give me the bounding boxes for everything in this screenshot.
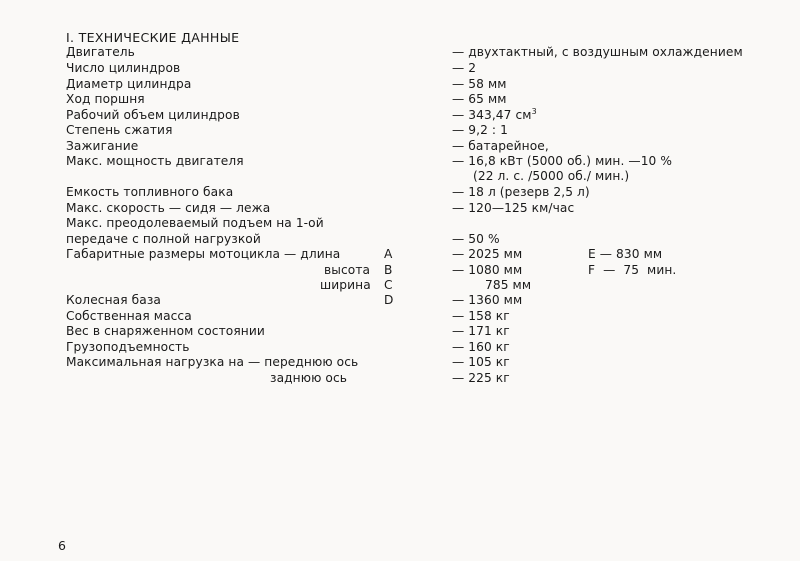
value-displacement-text: — 343,47 см [452,108,532,122]
value-stroke: — 65 мм [452,92,507,106]
letter-d: D [384,293,394,307]
value-ignition: — батарейное, [452,139,549,153]
value-max-load-front: — 105 кг [452,355,510,369]
value-cylinders: — 2 [452,61,477,75]
letter-b: B [384,263,393,277]
label-bore: Диаметр цилиндра [66,77,192,91]
value-dim-e: E — 830 мм [588,247,663,261]
label-ignition: Зажигание [66,139,139,153]
label-engine: Двигатель [66,45,135,59]
label-max-speed: Макс. скорость — сидя — лежа [66,201,271,215]
label-compression: Степень сжатия [66,123,173,137]
label-width: ширина [320,278,371,292]
value-length: — 2025 мм [452,247,523,261]
label-curb-weight: Вес в снаряженном состоянии [66,324,265,338]
value-width: 785 мм [485,278,532,292]
page-number: 6 [58,538,66,553]
letter-a: A [384,247,393,261]
label-max-load-rear: заднюю ось [270,371,348,385]
value-dim-f: F — 75 мин. [588,263,677,277]
label-max-gradient-cont: передаче с полной нагрузкой [66,232,261,246]
value-max-load-rear: — 225 кг [452,371,510,385]
value-displacement-sup: 3 [531,106,537,116]
value-payload: — 160 кг [452,340,510,354]
label-cylinders: Число цилиндров [66,61,181,75]
section-title: I. ТЕХНИЧЕСКИЕ ДАННЫЕ [66,30,240,45]
value-compression: — 9,2 : 1 [452,123,508,137]
value-max-speed: — 120—125 км/час [452,201,575,215]
label-dimensions-length: Габаритные размеры мотоцикла — длина [66,247,341,261]
value-height: — 1080 мм [452,263,523,277]
label-max-load-front: Максимальная нагрузка на — переднюю ось [66,355,359,369]
value-max-power: — 16,8 кВт (5000 об.) мин. —10 % [452,154,673,168]
label-max-power: Макс. мощность двигателя [66,154,244,168]
label-wheelbase: Колесная база [66,293,161,307]
label-payload: Грузоподъемность [66,340,190,354]
label-stroke: Ход поршня [66,92,145,106]
value-wheelbase: — 1360 мм [452,293,523,307]
label-displacement: Рабочий объем цилиндров [66,108,240,122]
letter-c: C [384,278,393,292]
label-own-mass: Собственная масса [66,309,192,323]
label-max-gradient: Макс. преодолеваемый подъем на 1-ой [66,216,324,230]
value-bore: — 58 мм [452,77,507,91]
value-max-gradient: — 50 % [452,232,500,246]
value-engine: — двухтактный, с воздушным охлаждением [452,45,743,59]
value-curb-weight: — 171 кг [452,324,510,338]
value-displacement [452,108,537,123]
label-tank: Емкость топливного бака [66,185,234,199]
label-height: высота [324,263,371,277]
value-tank: — 18 л (резерв 2,5 л) [452,185,590,199]
value-max-power-hp: (22 л. с. /5000 об./ мин.) [473,169,630,183]
value-own-mass: — 158 кг [452,309,510,323]
